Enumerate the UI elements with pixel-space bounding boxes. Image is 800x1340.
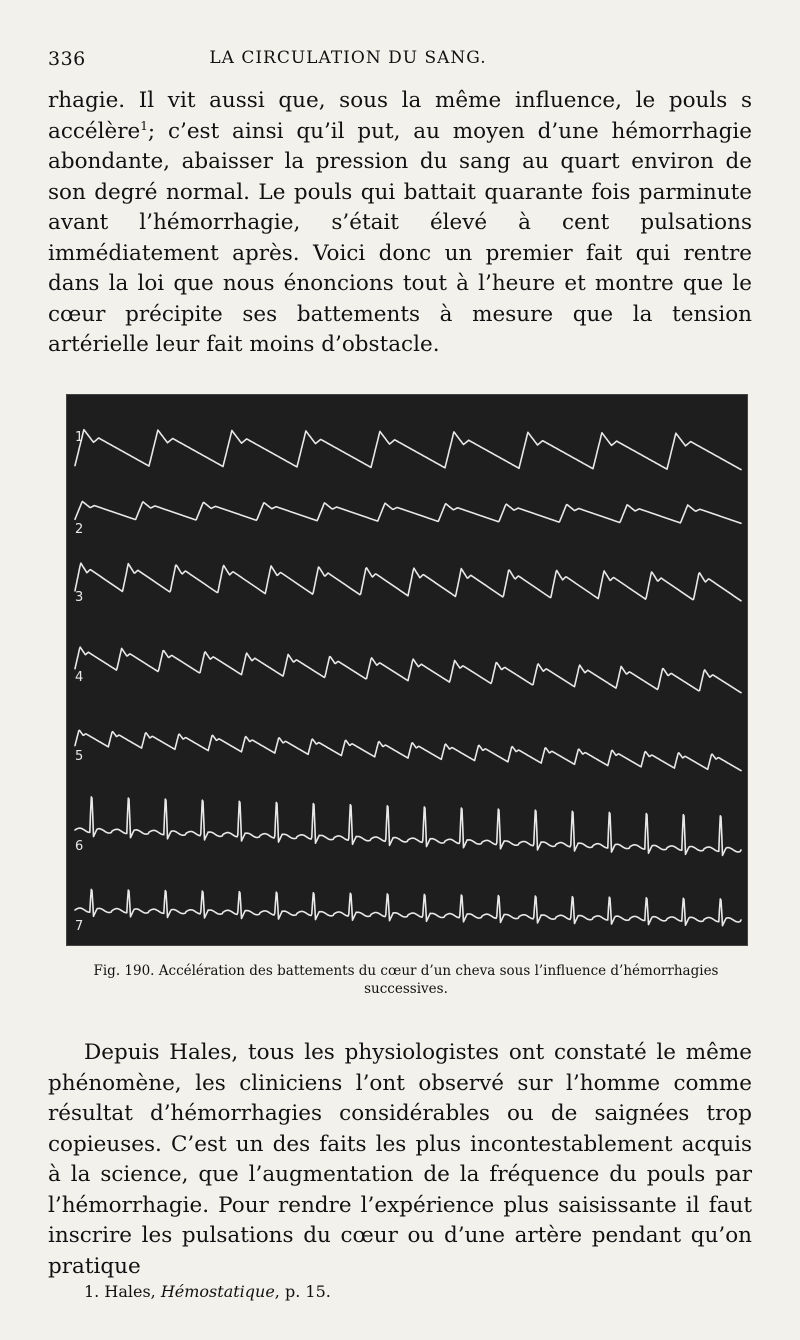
trace-label-6: 6 <box>75 839 84 854</box>
trace-label-7: 7 <box>75 919 84 934</box>
trace-label-5: 5 <box>75 749 84 764</box>
pulse-trace-6 <box>75 797 741 856</box>
footnote-number: 1. <box>84 1282 100 1301</box>
pulse-trace-5 <box>75 730 741 770</box>
pulse-trace-4 <box>75 647 741 693</box>
figure-plate <box>66 394 748 946</box>
trace-label-1: 1 <box>75 430 84 445</box>
paragraph-2: Depuis Hales, tous les physiologistes ont constaté le même phénomène, les cliniciens l’ont observé sur l’homme comme résultat d’hémorrhagies considérables ou de saignées trop copieuses. C’est un des faits les plus incontestablement acquis à la science, que l’augmentation de la fréquence du pouls par l’hémorrhagie. Pour rendre l’expérience plus saisissante il faut inscrire les pulsations du cœur ou d’une artère pendant qu’on pratique <box>48 1040 752 1279</box>
pulse-trace-3 <box>75 563 741 601</box>
footnote-work: Hémostatique <box>160 1282 275 1301</box>
paragraph-1 <box>48 86 752 361</box>
pulse-traces <box>67 395 747 945</box>
paragraph-1-text-b: ; c’est ainsi qu’il put, au moyen d’une hémorrhagie abondante, abaisser la pression du sang au quart environ de son degré normal. Le pouls qui battait quarante fois parminute avant l’hémorrhagie, s’était élevé à cent pulsations immédiatement après. Voici donc un premier fait qui rentre dans la loi que nous énoncions tout à l’heure et montre que le cœur précipite ses battements à mesure que la tension artérielle leur fait moins d’obstacle. <box>48 118 752 357</box>
footnote-pages: , p. 15. <box>274 1282 331 1301</box>
pulse-trace-7 <box>75 889 741 925</box>
pulse-trace-1 <box>75 430 741 470</box>
running-head <box>48 48 748 74</box>
paragraph-1-text-a: rhagie. Il vit aussi que, sous la même influence, le pouls s accélère <box>48 88 752 144</box>
pulse-trace-2 <box>75 502 741 524</box>
running-title: LA CIRCULATION DU SANG. <box>209 48 487 68</box>
footnote <box>84 1282 744 1301</box>
figure-caption: Fig. 190. Accélération des battements du cœur d’un cheva sous l’influence d’hémorrhagies successives. <box>93 963 719 997</box>
trace-label-4: 4 <box>75 670 84 685</box>
trace-label-3: 3 <box>75 590 84 605</box>
footnote-author: Hales, <box>104 1282 156 1301</box>
footnote-reference: 1 <box>140 118 148 133</box>
page-number: 336 <box>48 48 86 70</box>
trace-label-2: 2 <box>75 522 84 537</box>
